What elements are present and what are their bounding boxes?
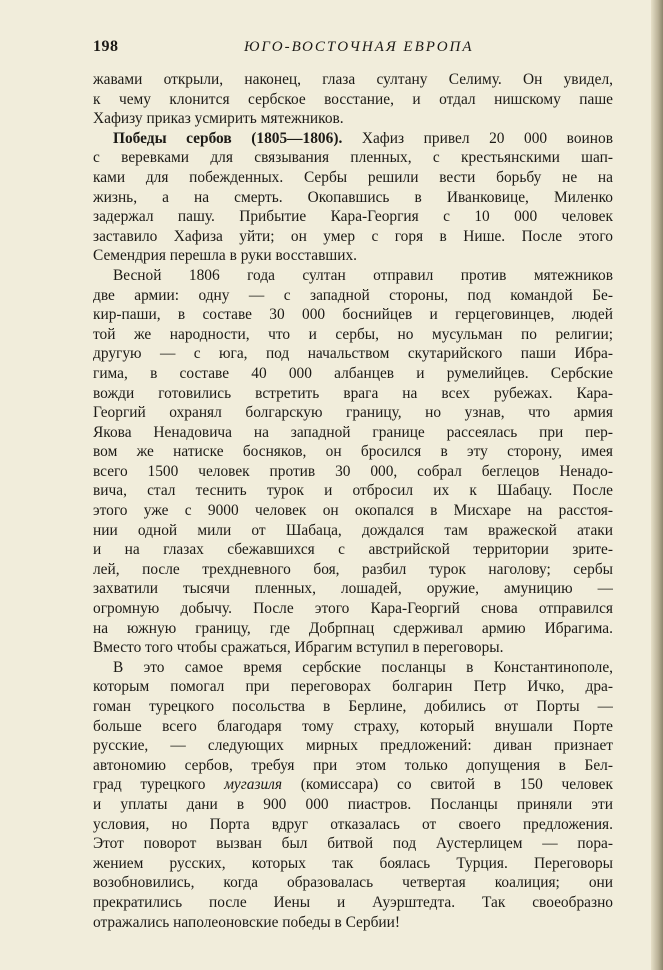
text-line <box>93 795 613 815</box>
text-line <box>93 403 613 423</box>
text-line <box>93 599 613 619</box>
line-text: Этот поворот вызван был битвой под Аустерлицем — пора- <box>93 835 613 853</box>
text-line <box>93 501 613 521</box>
text-line <box>93 227 613 247</box>
text-line <box>93 815 613 835</box>
line-text: вожди готовились встретить врага на всех рубежах. Кара- <box>93 384 613 402</box>
line-text: русские, — следующих мирных предложений: диван признает <box>93 737 613 755</box>
line-text: Георгий охранял болгарскую границу, но узнав, что армия <box>93 404 613 422</box>
text-line <box>93 168 613 188</box>
line-text: Якова Ненадовича на западной границе рассеялась при пер- <box>93 423 613 441</box>
line-text: Весной 1806 года султан отправил против мятежников <box>113 266 613 284</box>
line-text: лей, после трехдневного боя, разбил турок наголову; сербы <box>93 560 613 578</box>
text-line <box>93 246 613 266</box>
line-text: захватили тысячи пленных, лошадей, оружие, амуницию — <box>93 580 613 598</box>
line-text: Хафиз привел 20 000 воинов <box>342 129 613 147</box>
line-text: гоман турецкого посольства в Берлине, добились от Порты — <box>93 698 613 715</box>
body-text <box>93 70 613 932</box>
running-title: ЮГО-ВОСТОЧНАЯ ЕВРОПА <box>243 39 474 55</box>
text-line <box>93 344 613 364</box>
text-line <box>93 540 613 560</box>
line-text: две армии: одну — с западной стороны, под командой Бе- <box>93 286 613 304</box>
line-text: вом же натиске босняков, он бросился в эту сторону, имея <box>93 443 613 461</box>
line-text: кир-паши, в составе 30 000 боснийцев и герцеговинцев, людей <box>93 306 613 324</box>
line-text: отражались наполеоновские победы в Сербии! <box>93 913 401 931</box>
text-line <box>93 658 613 678</box>
line-text: вича, стал теснить турок и отбросил их к Шабацу. После <box>93 482 613 500</box>
text-line <box>93 442 613 462</box>
line-text: жавами открыли, наконец, глаза султану Селиму. Он увидел, <box>93 71 613 88</box>
text-line <box>93 579 613 599</box>
text-line <box>93 384 613 404</box>
text-line <box>93 677 613 697</box>
line-text: задержал пашу. Прибытие Кара-Георгия с 10 000 человек <box>93 208 613 226</box>
line-text: которым помогал при переговорах болгарин Петр Ичко, дра- <box>93 678 613 696</box>
text-line <box>93 70 613 90</box>
text-line <box>93 736 613 756</box>
line-text: условия, но Порта вдруг отказалась от своего предложения. <box>93 815 613 833</box>
text-line <box>93 188 613 208</box>
text-line <box>93 638 613 658</box>
line-text: автономию сербов, требуя при этом только допущения в Бел- <box>93 756 613 774</box>
text-line <box>93 697 613 717</box>
line-text: с веревками для связывания пленных, с крестьянскими шап- <box>93 149 613 167</box>
text-line <box>93 481 613 501</box>
line-text: нии одной мили от Шабаца, дождался там вражеской атаки <box>93 521 613 539</box>
line-text: Семендрия перешла в руки восставших. <box>93 247 357 265</box>
page-number: 198 <box>93 38 119 55</box>
line-text: (комиссара) со свитой в 150 человек <box>282 776 613 794</box>
line-text: больше всего благодаря тому страху, который внушали Порте <box>93 717 613 735</box>
text-line <box>93 717 613 737</box>
line-text: другую — с юга, под начальством скутарийского паши Ибра- <box>93 345 613 363</box>
line-text: той же народности, что и сербы, но мусульман по религии; <box>93 325 613 343</box>
line-text: всего 1500 человек против 30 000, собрал беглецов Ненадо- <box>93 462 613 480</box>
line-text: и уплаты дани в 900 000 пиастров. Посланцы приняли эти <box>93 795 613 813</box>
line-text: жением русских, которых так боялась Турция. Переговоры <box>93 854 613 872</box>
line-text: прекратились после Иены и Ауэрштедта. Так своеобразно <box>93 893 613 911</box>
page-gutter-shadow <box>651 0 663 970</box>
text-line <box>93 560 613 580</box>
line-text: на южную границу, где Добрпнац сдерживал армию Ибрагима. <box>93 619 613 637</box>
italic-term: мугазиля <box>224 776 283 794</box>
line-text: этого уже с 9000 человек он окопался в Мисхаре на расстоя- <box>93 502 613 520</box>
line-text: возобновились, когда образовалась четвертая коалиция; они <box>93 874 613 892</box>
text-line <box>93 325 613 345</box>
section-heading: Победы сербов (1805—1806). <box>113 129 343 147</box>
line-text: огромную добычу. После этого Кара-Георгий снова отправился <box>93 600 613 618</box>
text-line <box>93 286 613 306</box>
line-text: В это самое время сербские посланцы в Константинополе, <box>113 658 613 676</box>
text-line <box>93 266 613 286</box>
text-line <box>93 462 613 482</box>
text-line <box>93 834 613 854</box>
text-line <box>93 913 613 933</box>
text-line <box>93 129 613 149</box>
line-text: гима, в составе 40 000 албанцев и румелийцев. Сербские <box>93 364 613 382</box>
text-line <box>93 521 613 541</box>
running-head <box>93 38 613 68</box>
text-line <box>93 619 613 639</box>
text-line <box>93 775 613 795</box>
line-text: Вместо того чтобы сражаться, Ибрагим вступил в переговоры. <box>93 639 504 657</box>
text-line <box>93 148 613 168</box>
line-text: ками для побежденных. Сербы решили вести борьбу не на <box>93 168 613 186</box>
line-text: Хафизу приказ усмирить мятежников. <box>93 110 344 128</box>
line-text: к чему клонится сербское восстание, и отдал нишскому паше <box>93 90 613 108</box>
text-line <box>93 364 613 384</box>
line-text: град турецкого <box>93 776 225 794</box>
text-line <box>93 893 613 913</box>
text-line <box>93 756 613 776</box>
text-line <box>93 207 613 227</box>
line-text: заставило Хафиза уйти; он умер с горя в Нише. После этого <box>93 227 613 245</box>
text-line <box>93 873 613 893</box>
line-text: и на глазах сбежавшихся с австрийской территории зрите- <box>93 541 613 559</box>
book-page <box>93 38 613 932</box>
text-line <box>93 109 613 129</box>
text-line <box>93 423 613 443</box>
text-line <box>93 854 613 874</box>
text-line <box>93 90 613 110</box>
line-text: жизнь, а на смерть. Окопавшись в Иванковице, Миленко <box>93 188 613 206</box>
text-line <box>93 305 613 325</box>
